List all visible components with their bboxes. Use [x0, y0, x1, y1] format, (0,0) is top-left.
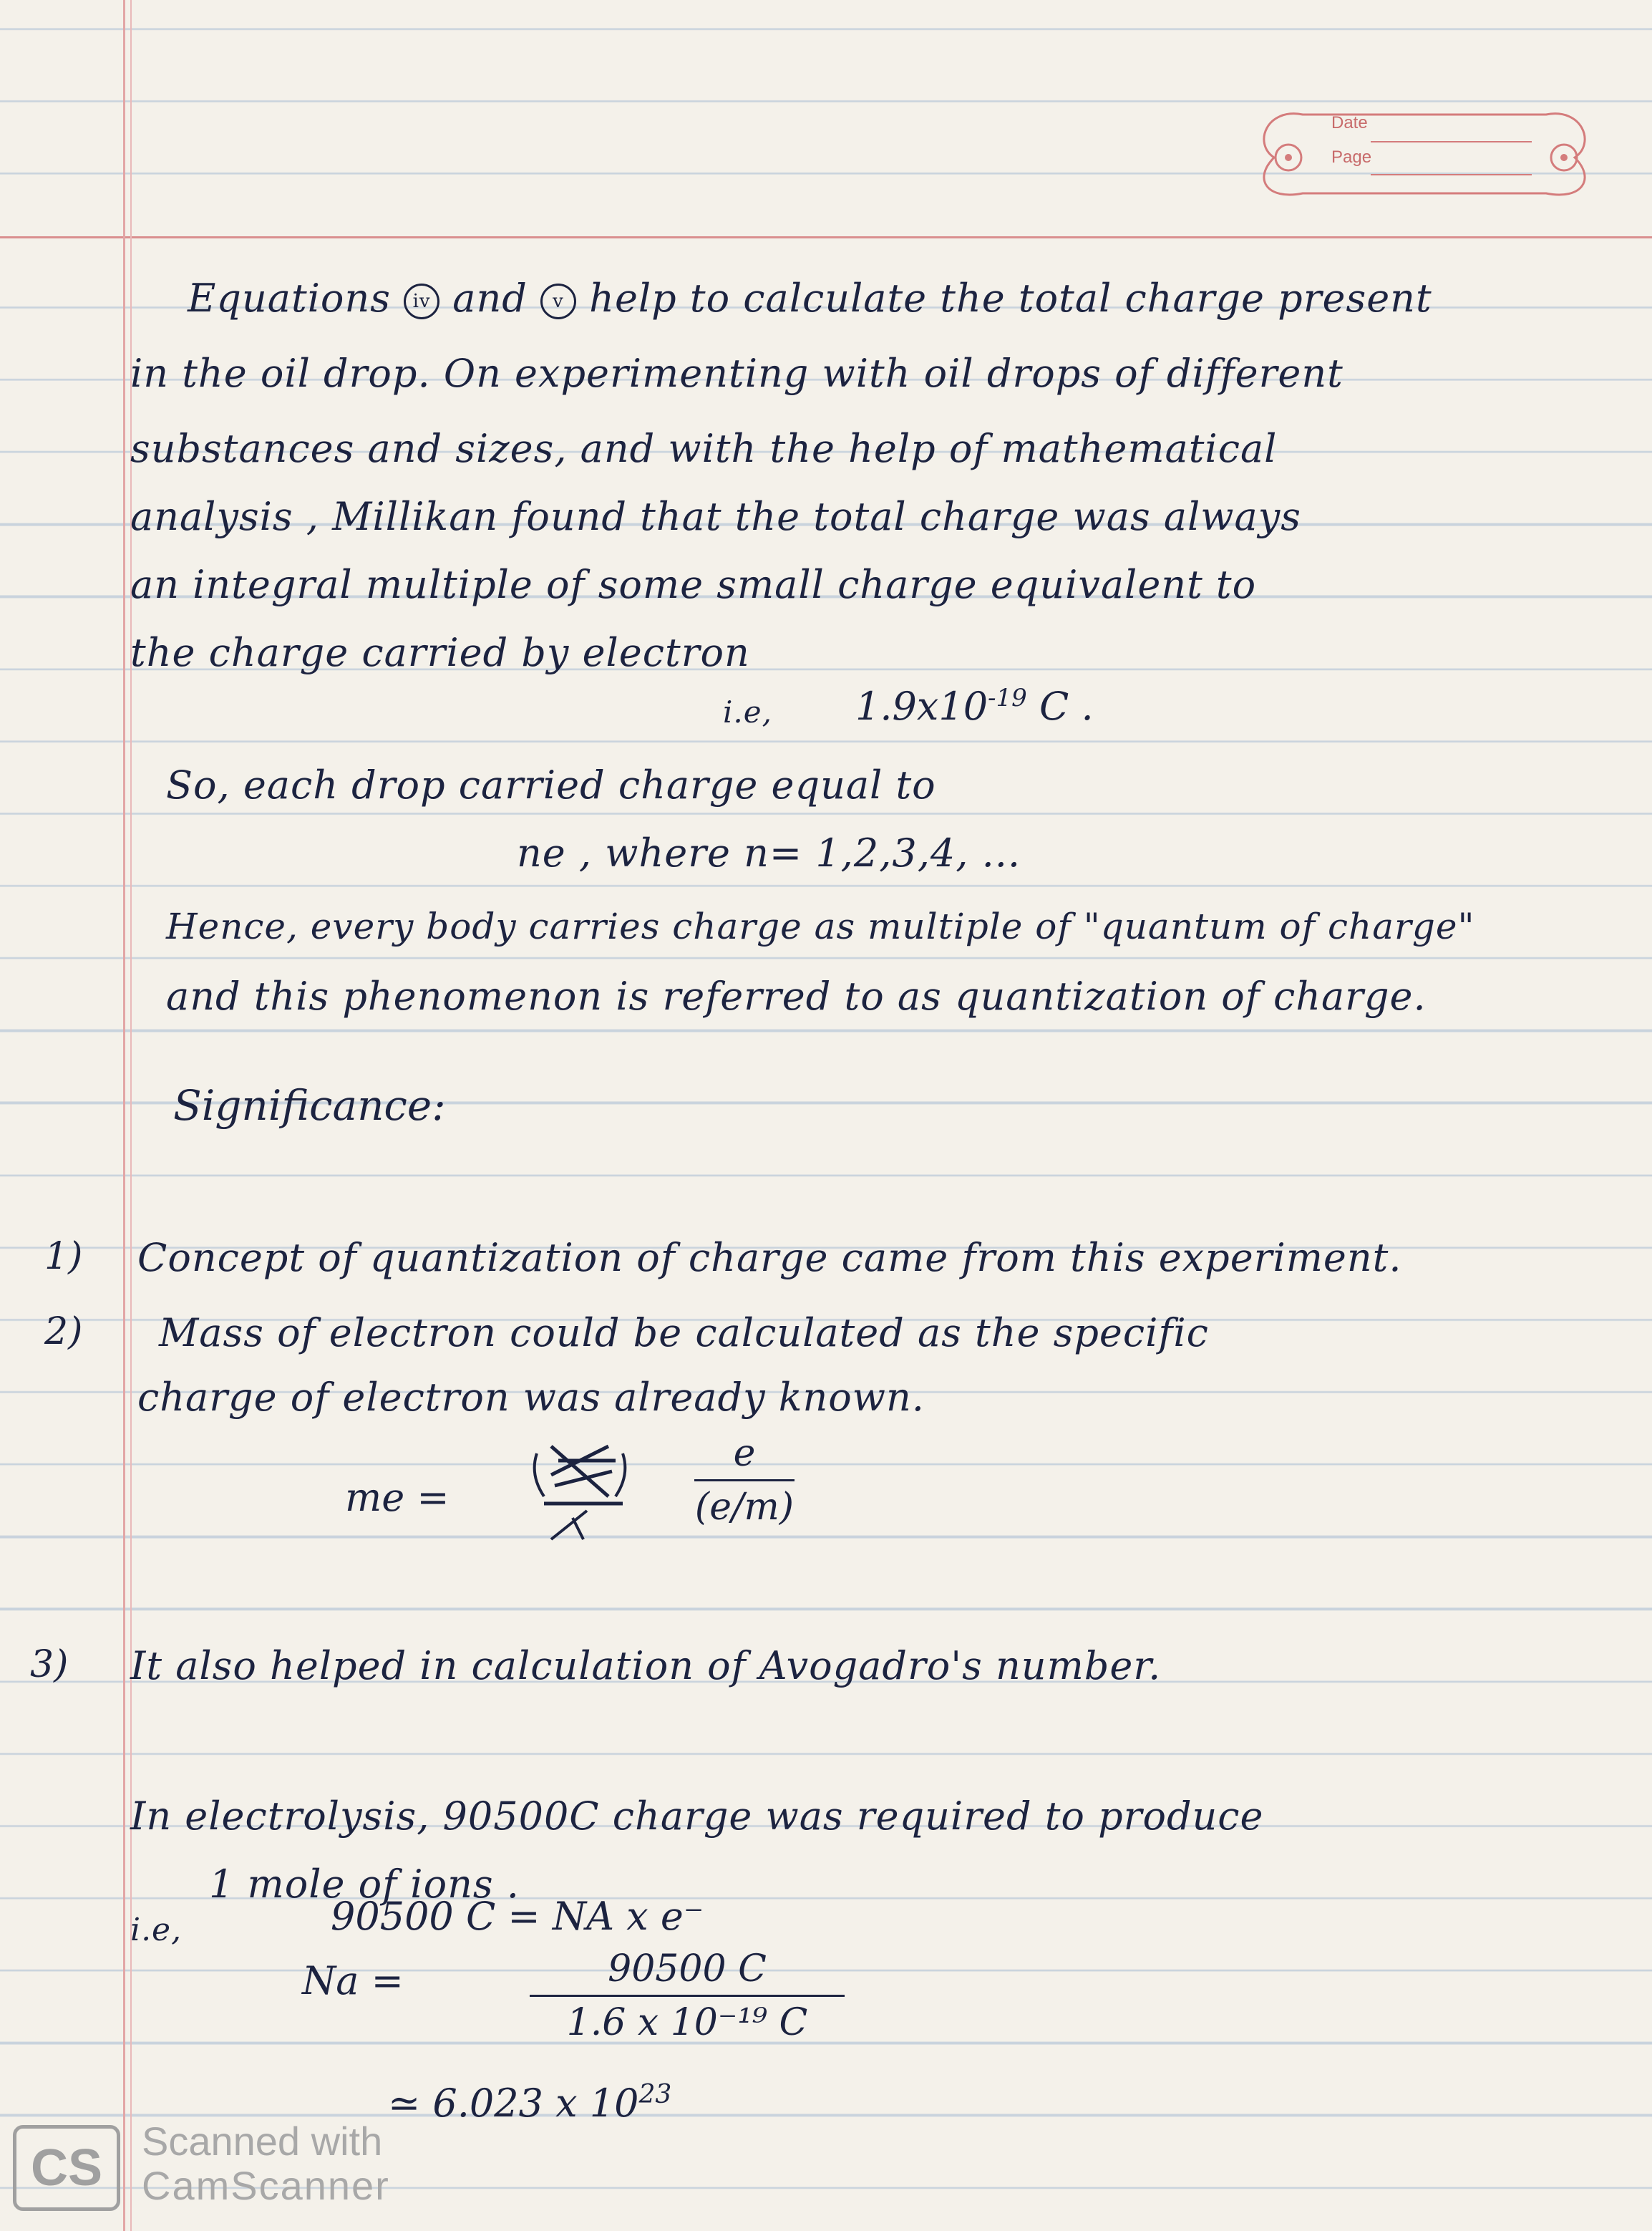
avogadro-result-exponent: 23 [638, 2080, 672, 2109]
para1-word-equations: Equations [188, 276, 391, 321]
avogadro-numerator: 90500 C [608, 1947, 767, 1990]
avogadro-result [388, 2080, 671, 2126]
fraction-bar [694, 1479, 795, 1481]
mass-numerator: e [733, 1432, 756, 1475]
para1-line4: analysis , Millikan found that the total charge was always [130, 494, 1301, 539]
top-rule [0, 236, 1652, 238]
watermark-line1: Scanned with [142, 2119, 383, 2164]
camscanner-logo-icon: CS [13, 2125, 120, 2211]
charge-unit: C . [1039, 684, 1094, 729]
item1-text: Concept of quantization of charge came from this experiment. [137, 1235, 1402, 1280]
avogadro-result-mantissa: ≃ 6.023 x 10 [388, 2081, 639, 2126]
page-label: Page [1331, 147, 1372, 167]
item2-line1: Mass of electron could be calculated as the specific [159, 1310, 1209, 1355]
camscanner-watermark [13, 2118, 414, 2211]
para1-line1 [188, 276, 1432, 321]
para1-line5: an integral multiple of some small charge equivalent to [130, 562, 1257, 607]
watermark-line2: CamScanner [142, 2163, 390, 2208]
para1-line3: substances and sizes, and with the help of mathematical [130, 426, 1278, 471]
para1-line6: the charge carried by electron [130, 630, 750, 675]
para1-line2: in the oil drop. On experimenting with oil drops of different [130, 351, 1344, 396]
para2-line3: Hence, every body carries charge as multiple of "quantum of charge" [166, 906, 1475, 947]
charge-mantissa: 1.9x10 [855, 684, 988, 729]
date-label: Date [1331, 113, 1368, 132]
avogadro-denominator: 1.6 x 10⁻¹⁹ C [566, 2001, 808, 2044]
mass-electron-lhs: me = [345, 1475, 450, 1520]
mass-electron-fraction [694, 1432, 795, 1529]
item2-number: 2) [44, 1310, 83, 1353]
crossed-out-scribble [523, 1432, 637, 1547]
item3-text: It also helped in calculation of Avogadro's number. [130, 1643, 1162, 1688]
para2-line4: and this phenomenon is referred to as quantization of charge. [166, 974, 1427, 1019]
para1-ie: i.e, [723, 695, 772, 730]
avogadro-na-lhs: Na = [302, 1958, 404, 2003]
margin-line [123, 0, 125, 2231]
avogadro-eq1: 90500 C = NA x e⁻ [331, 1894, 704, 1939]
para1-word-and: and [452, 276, 528, 321]
item2-line2: charge of electron was already known. [137, 1375, 925, 1420]
para1-line1-rest: help to calculate the total charge present [589, 276, 1432, 321]
para2-line1: So, each drop carried charge equal to [166, 763, 936, 808]
avogadro-line2: 1 mole of ions . [209, 1862, 520, 1907]
item3-number: 3) [30, 1643, 69, 1686]
avogadro-fraction [530, 1947, 845, 2044]
significance-heading: Significance: [173, 1081, 446, 1130]
avogadro-line1: In electrolysis, 90500C charge was required to produce [130, 1794, 1264, 1839]
margin-line-inner [130, 0, 132, 2231]
avogadro-fraction-bar [530, 1995, 845, 1997]
electron-charge-value [855, 684, 1094, 729]
circled-number-v: v [540, 284, 576, 319]
quantization-formula: ne , where n= 1,2,3,4, ... [517, 831, 1021, 876]
item1-number: 1) [44, 1235, 83, 1278]
charge-exponent: -19 [988, 684, 1027, 712]
date-page-box [1245, 100, 1603, 208]
scroll-frame-icon [1245, 100, 1603, 208]
mass-denominator: (e/m) [694, 1486, 795, 1529]
avogadro-ie: i.e, [130, 1912, 183, 1948]
circled-number-iv: iv [404, 284, 439, 319]
